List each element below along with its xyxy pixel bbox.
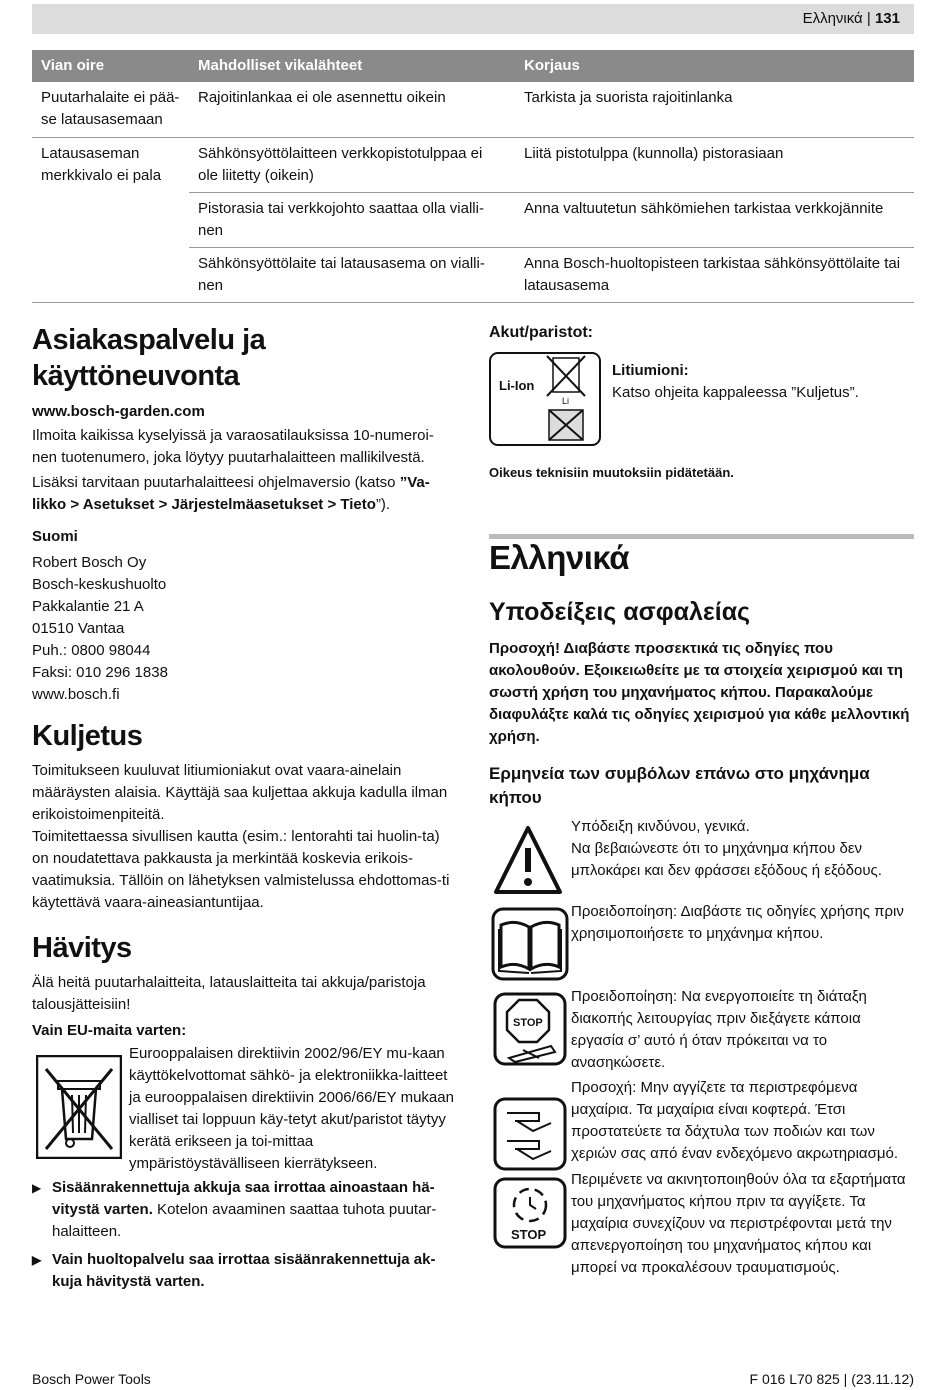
lithium-label: Litiumioni: bbox=[612, 362, 689, 379]
address-line: Bosch-keskushuolto bbox=[32, 576, 167, 593]
bullet-text: Kotelon avaaminen saattaa tuhota puutar-halaitteen. bbox=[52, 1201, 437, 1240]
lithium-text: Katso ohjeita kappaleessa ”Kuljetus”. bbox=[612, 384, 859, 401]
footer-right: F 016 L70 825 | (23.11.12) bbox=[749, 1371, 914, 1387]
rotating-blades-icon bbox=[493, 1097, 567, 1171]
table-cell: Puutarhalaite ei pää-se latausasemaan bbox=[32, 82, 189, 137]
column-header: Korjaus bbox=[515, 50, 914, 82]
eu-block bbox=[32, 1043, 457, 1173]
bullet-item: ▶ Vain huoltopalvelu saa irrottaa sisäänrakennettuja ak-kuja hävitystä varten. bbox=[32, 1249, 457, 1293]
trouble-table bbox=[32, 50, 914, 303]
address-line: Puh.: 0800 98044 bbox=[32, 642, 151, 659]
crossed-bin-icon bbox=[36, 1055, 122, 1159]
address-line: Faksi: 010 296 1838 bbox=[32, 664, 168, 681]
address-line: Robert Bosch Oy bbox=[32, 554, 147, 571]
software-text: Lisäksi tarvitaan puutarhalaitteesi ohjelmaversio (katso bbox=[32, 474, 400, 491]
address-line: 01510 Vantaa bbox=[32, 620, 125, 637]
table-row bbox=[32, 192, 914, 247]
table-cell: Pistorasia tai verkkojohto saattaa olla vialli-nen bbox=[189, 192, 515, 247]
eu-only-heading: Vain EU-maita varten: bbox=[32, 1022, 187, 1039]
stop-label-2: STOP bbox=[511, 1227, 547, 1242]
read-manual-icon bbox=[491, 907, 569, 981]
column-header: Vian oire bbox=[32, 50, 189, 82]
symbol-description: Περιμένετε να ακινητοποιηθούν όλα τα εξαρτήματα του μηχανήματος κήπου πριν τα αγγίξετε. Τα μαχαίρια συνεχίζουν να περιστρέφονται μετά την απενεργοποίηση του μηχανήματος κήπου και μπορεί να προκαλέσουν τραυματισμούς. bbox=[571, 1171, 906, 1276]
bullet-bold: Sisäänrakennettuja akkuja saa irrottaa ainoastaan hä-vitystä varten. bbox=[52, 1179, 435, 1218]
right-column bbox=[489, 322, 914, 484]
service-paragraph: Ilmoita kaikissa kyselyissä ja varaosatilauksissa 10-numeroi-nen tuotenumero, joka löytyy puutarhalaitteen mallikilvestä. bbox=[32, 427, 434, 466]
header-language: Ελληνικά bbox=[802, 10, 863, 27]
table-cell bbox=[32, 192, 189, 247]
address-block bbox=[32, 552, 457, 706]
disposal-title: Hävitys bbox=[32, 932, 132, 964]
stop-label: STOP bbox=[513, 1017, 543, 1029]
table-cell: Anna Bosch-huoltopisteen tarkistaa sähkönsyöttölaite tai latausasema bbox=[515, 247, 914, 302]
symbol-description: Προειδοποίηση: Διαβάστε τις οδηγίες χρήσης πριν χρησιμοποιήσετε το μηχάνημα κήπου. bbox=[571, 903, 904, 942]
table-cell: Liitä pistotulppa (kunnolla) pistorasiaan bbox=[515, 137, 914, 192]
software-text-end: ”). bbox=[375, 496, 391, 513]
table-cell: Sähkönsyöttölaitteen verkkopistotulppaa ei ole liitetty (oikein) bbox=[189, 137, 515, 192]
page-number: 131 bbox=[874, 10, 900, 27]
li-small-text: Li bbox=[562, 396, 570, 406]
country-heading: Suomi bbox=[32, 528, 78, 545]
software-version-paragraph bbox=[32, 472, 457, 516]
eu-directive-text: Eurooppalaisen direktiivin 2002/96/EY mu-kaan käyttökelvottomat sähkö- ja elektroniikka-laitteet ja eurooppalaisen direktiivin 2006/66/EY mukaan vialliset tai loppuun käy-tetyt akut/paristot täytyy kerätä erikseen ja toi-mittaa ympäristöystävälliseen kierrätykseen. bbox=[129, 1045, 454, 1172]
symbol-description: Υπόδειξη κινδύνου, γενικά. Να βεβαιώνεστε ότι το μηχάνημα κήπου δεν μπλοκάρει και δεν φράσσει εξόδους ή εξόδους. bbox=[571, 818, 882, 879]
greek-language-title: Ελληνικά bbox=[489, 539, 629, 576]
symbol-description: Προειδοποίηση: Να ενεργοποιείτε τη διάταξη διακοπής λειτουργίας πριν διεξάγετε κάποια εργασία σ’ αυτό ή όταν πρόκειται να το ανασηκώσετε. bbox=[571, 988, 867, 1071]
li-ion-label-icon bbox=[489, 352, 601, 446]
transport-title: Kuljetus bbox=[32, 720, 143, 752]
disposal-paragraph: Älä heitä puutarhalaitteita, latauslaitteita tai akkuja/paristoja talousjätteisiin! bbox=[32, 974, 426, 1013]
symbol-description: Προσοχή: Μην αγγίζετε τα περιστρεφόμενα μαχαίρια. Τα μαχαίρια είναι κοφτερά. Έτσι προστατεύετε τα δάχτυλα των ποδιών και των χεριών σας από έναν ενδεχόμενο ακρωτηριασμό. bbox=[571, 1079, 898, 1162]
safety-warning: Προσοχή! Διαβάστε προσεκτικά τις οδηγίες που ακολουθούν. Εξοικειωθείτε με τα στοιχεία χειρισμού και τη σωστή χρήση του μηχανήματος κήπου. Παρακαλούμε διαφυλάξτε καλά τις οδηγίες χειρισμού για κάθε μελλοντική χρήση. bbox=[489, 640, 910, 745]
battery-block bbox=[489, 350, 914, 450]
table-row bbox=[32, 247, 914, 302]
safety-title: Υποδείξεις ασφαλείας bbox=[489, 598, 751, 626]
page-header-bar bbox=[32, 4, 914, 34]
table-cell bbox=[32, 247, 189, 302]
left-column bbox=[32, 322, 457, 1293]
transport-paragraph: Toimitettaessa sivullisen kautta (esim.: lentorahti tai huolin-ta) on noudatettava pakkausta ja merkintää koskevia erikois-vaatimuksia. Tällöin on lähetyksen valmistelussa ehdottomas-ti käytettävä vaara-aineasiantuntijaa. bbox=[32, 828, 450, 911]
symbols-title: Ερμηνεία των συμβόλων επάνω στο μηχάνημα κήπου bbox=[489, 764, 870, 807]
table-cell: Rajoitinlankaa ei ole asennettu oikein bbox=[189, 82, 515, 137]
table-cell: Tarkista ja suorista rajoitinlanka bbox=[515, 82, 914, 137]
warning-triangle-icon bbox=[493, 824, 563, 896]
transport-paragraph: Toimitukseen kuuluvat litiumioniakut ovat vaara-ainelain määräysten alaisia. Käyttäjä saa kuljettaa akkuja kadulla ilman erikoistoimenpiteitä. bbox=[32, 762, 448, 823]
stop-switch-icon bbox=[493, 992, 567, 1066]
batteries-heading: Akut/paristot: bbox=[489, 324, 593, 341]
symbols-list bbox=[489, 816, 914, 1316]
page-header: Ελληνικά | 131 bbox=[802, 10, 900, 27]
rights-notice: Oikeus teknisiin muutoksiin pidätetään. bbox=[489, 465, 734, 480]
menu-path: ”Va-likko > Asetukset > Järjestelmäasetukset > Tieto bbox=[32, 474, 430, 513]
address-line: Pakkalantie 21 A bbox=[32, 598, 144, 615]
wait-stop-icon bbox=[493, 1177, 567, 1249]
greek-section bbox=[489, 538, 914, 810]
table-cell: Anna valtuutetun sähkömiehen tarkistaa verkkojännite bbox=[515, 192, 914, 247]
customer-service-title: Asiakaspalvelu ja käyttöneuvonta bbox=[32, 324, 266, 392]
column-header: Mahdolliset vikalähteet bbox=[189, 50, 515, 82]
website-link[interactable]: www.bosch-garden.com bbox=[32, 403, 205, 420]
table-row bbox=[32, 137, 914, 192]
table-cell: Sähkönsyöttölaite tai latausasema on vialli-nen bbox=[189, 247, 515, 302]
bullet-item bbox=[32, 1177, 457, 1243]
table-cell: Latausaseman merkkivalo ei pala bbox=[41, 144, 162, 184]
li-ion-badge-text: Li-Ion bbox=[499, 378, 535, 393]
table-header-row bbox=[32, 50, 914, 82]
address-link[interactable]: www.bosch.fi bbox=[32, 686, 120, 703]
footer-left: Bosch Power Tools bbox=[32, 1371, 151, 1387]
table-row bbox=[32, 82, 914, 137]
